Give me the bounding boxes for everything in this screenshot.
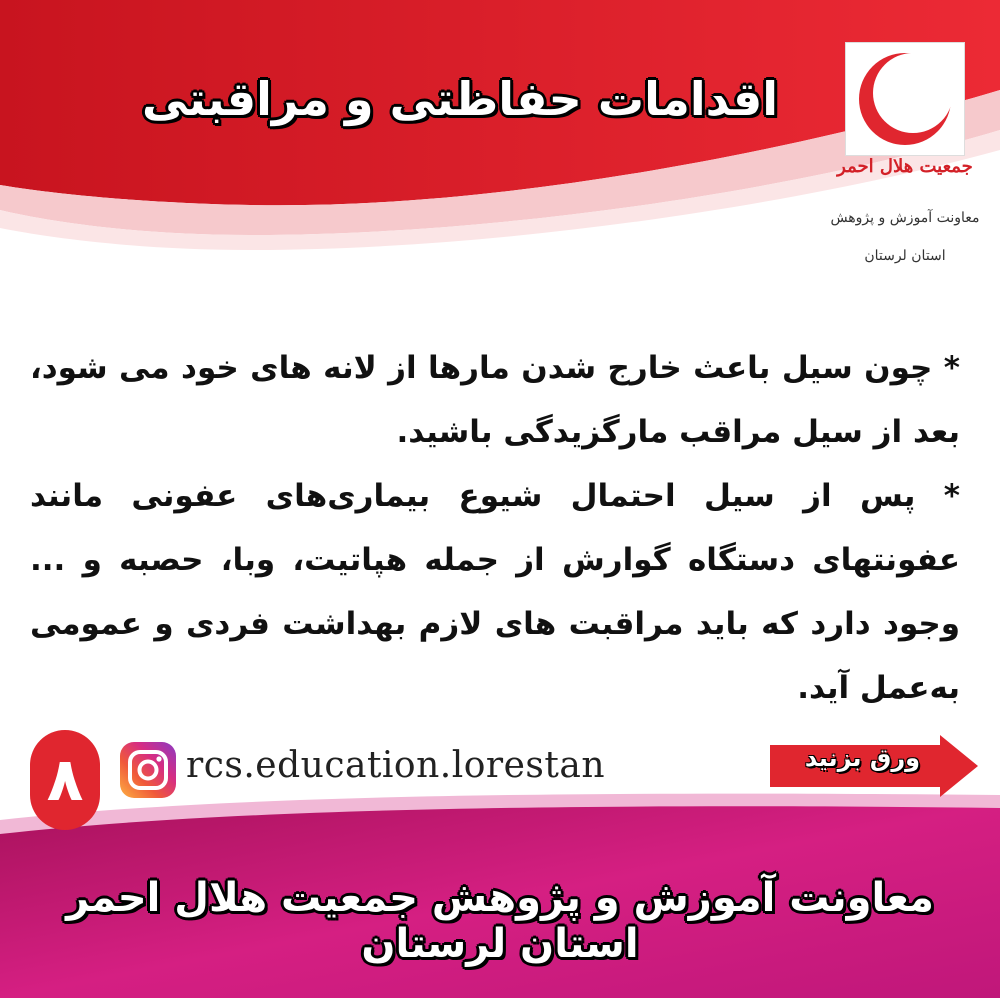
swipe-label[interactable]: ورق بزنید [804, 744, 921, 772]
instagram-handle[interactable]: rcs.education.lorestan [186, 745, 606, 786]
red-crescent-logo [845, 42, 965, 156]
page-number-badge: ۸ [30, 730, 100, 830]
logo-department: معاونت آموزش و پژوهش [830, 210, 980, 226]
page-title: اقدامات حفاظتی و مراقبتی [141, 72, 779, 126]
paragraph-diseases: * پس از سیل احتمال شیوع بیماری‌های عفونی مانند عفونتهای دستگاه گوارش از جمله هپاتیت، وبا، حصبه و ... وجود دارد که باید مراقبت های لازم بهداشت فردی و عمومی به‌عمل آید. [30, 478, 960, 706]
paragraph-snakes: * چون سیل باعث خارج شدن مارها از لانه های خود می شود، بعد از سیل مراقب مارگزیدگی باشید. [30, 350, 960, 450]
instagram-icon[interactable] [120, 742, 176, 798]
logo-province: استان لرستان [864, 248, 946, 264]
logo-organization: جمعیت هلال احمر [837, 156, 973, 177]
main-content [30, 336, 960, 720]
red-crescent-icon [846, 43, 964, 155]
footer-title: معاونت آموزش و پژوهش جمعیت هلال احمر استان لرستان [66, 875, 934, 967]
